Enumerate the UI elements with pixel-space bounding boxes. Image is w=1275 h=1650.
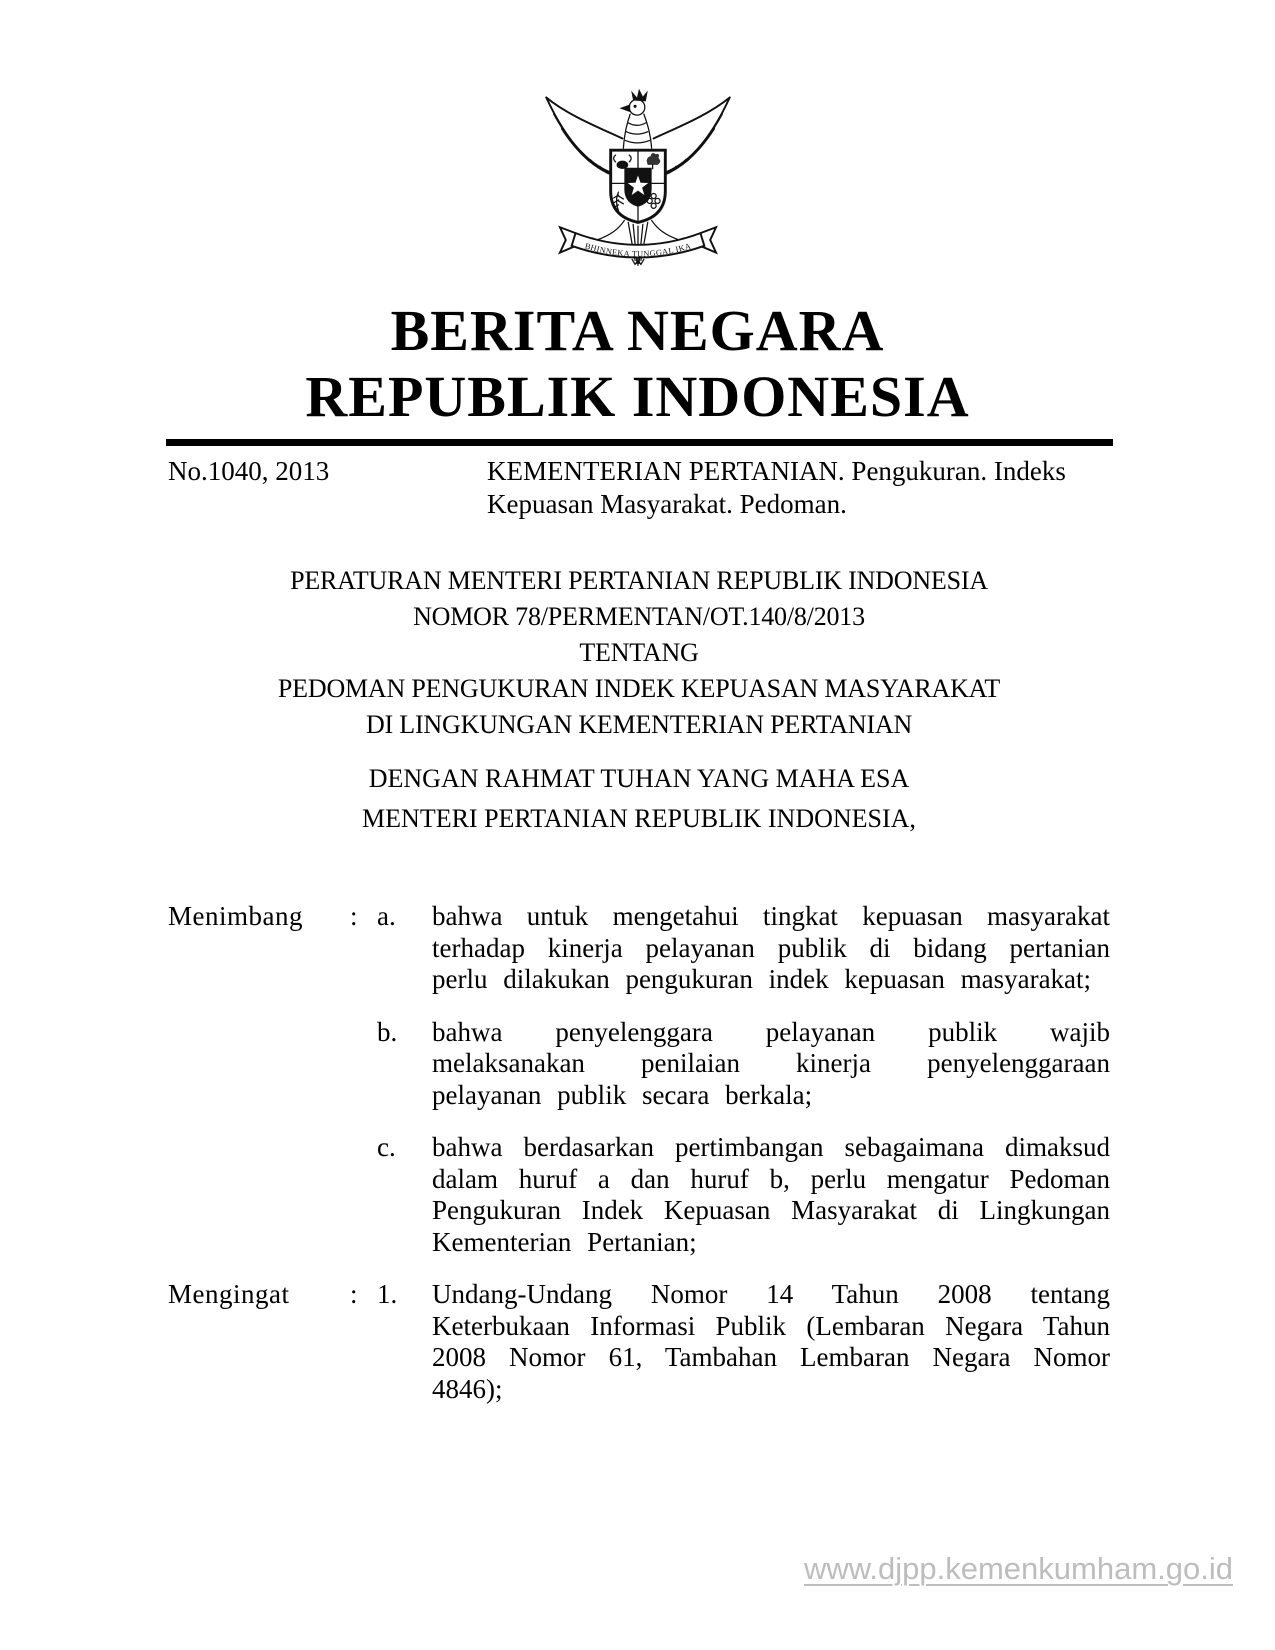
menimbang-item-b xyxy=(168,1017,1110,1112)
issue-header xyxy=(168,455,1115,521)
issue-number: No.1040, 2013 xyxy=(168,456,330,486)
section-label-spacer xyxy=(168,1017,350,1112)
preamble-sections xyxy=(168,901,1110,1405)
item-marker: c. xyxy=(377,1132,396,1162)
regulation-number: NOMOR 78/PERMENTAN/OT.140/8/2013 xyxy=(413,602,865,631)
menimbang-item-c xyxy=(168,1132,1110,1258)
issue-subject xyxy=(487,455,1115,521)
issue-subject-line2: Kepuasan Masyarakat. Pedoman. xyxy=(487,489,847,519)
section-label-spacer xyxy=(168,1132,350,1258)
invocation-line2: MENTERI PERTANIAN REPUBLIK INDONESIA, xyxy=(362,804,916,833)
regulation-subject-line2: DI LINGKUNGAN KEMENTERIAN PERTANIAN xyxy=(365,710,913,739)
issue-subject-line1: KEMENTERIAN PERTANIAN. Pengukuran. Indeks xyxy=(487,456,1066,486)
item-text: bahwa penyelenggara pelayanan publik wajib melaksanakan penilaian kinerja penyelenggaraan pelayanan publik secara berkala; xyxy=(432,1016,1110,1110)
emblem-motto-text: BHINNEKA TUNGGAL IKA xyxy=(583,241,692,259)
regulation-title-line1: PERATURAN MENTERI PERTANIAN REPUBLIK INDONESIA xyxy=(290,566,988,595)
garuda-emblem-icon xyxy=(538,78,738,278)
watermark-url: www.djpp.kemenkumham.go.id xyxy=(803,1551,1233,1586)
item-text: bahwa berdasarkan pertimbangan sebagaimana dimaksud dalam huruf a dan huruf b, perlu mengatur Pedoman Pengukuran Indek Kepuasan Masyarakat di Lingkungan Kementerian Pertanian; xyxy=(432,1132,1110,1257)
section-colon-spacer xyxy=(350,1132,377,1258)
masthead xyxy=(0,298,1275,430)
invocation-line1: DENGAN RAHMAT TUHAN YANG MAHA ESA xyxy=(368,764,910,793)
mengingat-item-1 xyxy=(168,1279,1110,1405)
garuda-pancasila-emblem xyxy=(538,78,738,278)
masthead-line2: REPUBLIK INDONESIA xyxy=(305,364,970,429)
regulation-subject-line1: PEDOMAN PENGUKURAN INDEK KEPUASAN MASYARAKAT xyxy=(277,674,1001,703)
masthead-rule xyxy=(166,439,1113,446)
section-colon-spacer xyxy=(350,1017,377,1112)
item-marker: 1. xyxy=(377,1279,398,1309)
section-label: Menimbang xyxy=(168,901,303,931)
regulation-title xyxy=(168,563,1110,743)
invocation xyxy=(168,759,1110,839)
section-colon: : xyxy=(350,1279,358,1309)
item-marker: b. xyxy=(377,1016,398,1047)
menimbang-item-a xyxy=(168,901,1110,996)
section-colon: : xyxy=(350,901,358,931)
regulation-tentang: TENTANG xyxy=(579,638,699,667)
section-label: Mengingat xyxy=(168,1279,290,1309)
item-marker: a. xyxy=(377,901,396,931)
masthead-line1: BERITA NEGARA xyxy=(390,298,885,363)
item-text: Undang-Undang Nomor 14 Tahun 2008 tentang Keterbukaan Informasi Publik (Lembaran Negara Tahun 2008 Nomor 61, Tambahan Lembaran Negara Nomor 4846); xyxy=(432,1279,1110,1404)
item-text: bahwa untuk mengetahui tingkat kepuasan masyarakat terhadap kinerja pelayanan publik di bidang pertanian perlu dilakukan pengukuran indek kepuasan masyarakat; xyxy=(432,901,1110,994)
